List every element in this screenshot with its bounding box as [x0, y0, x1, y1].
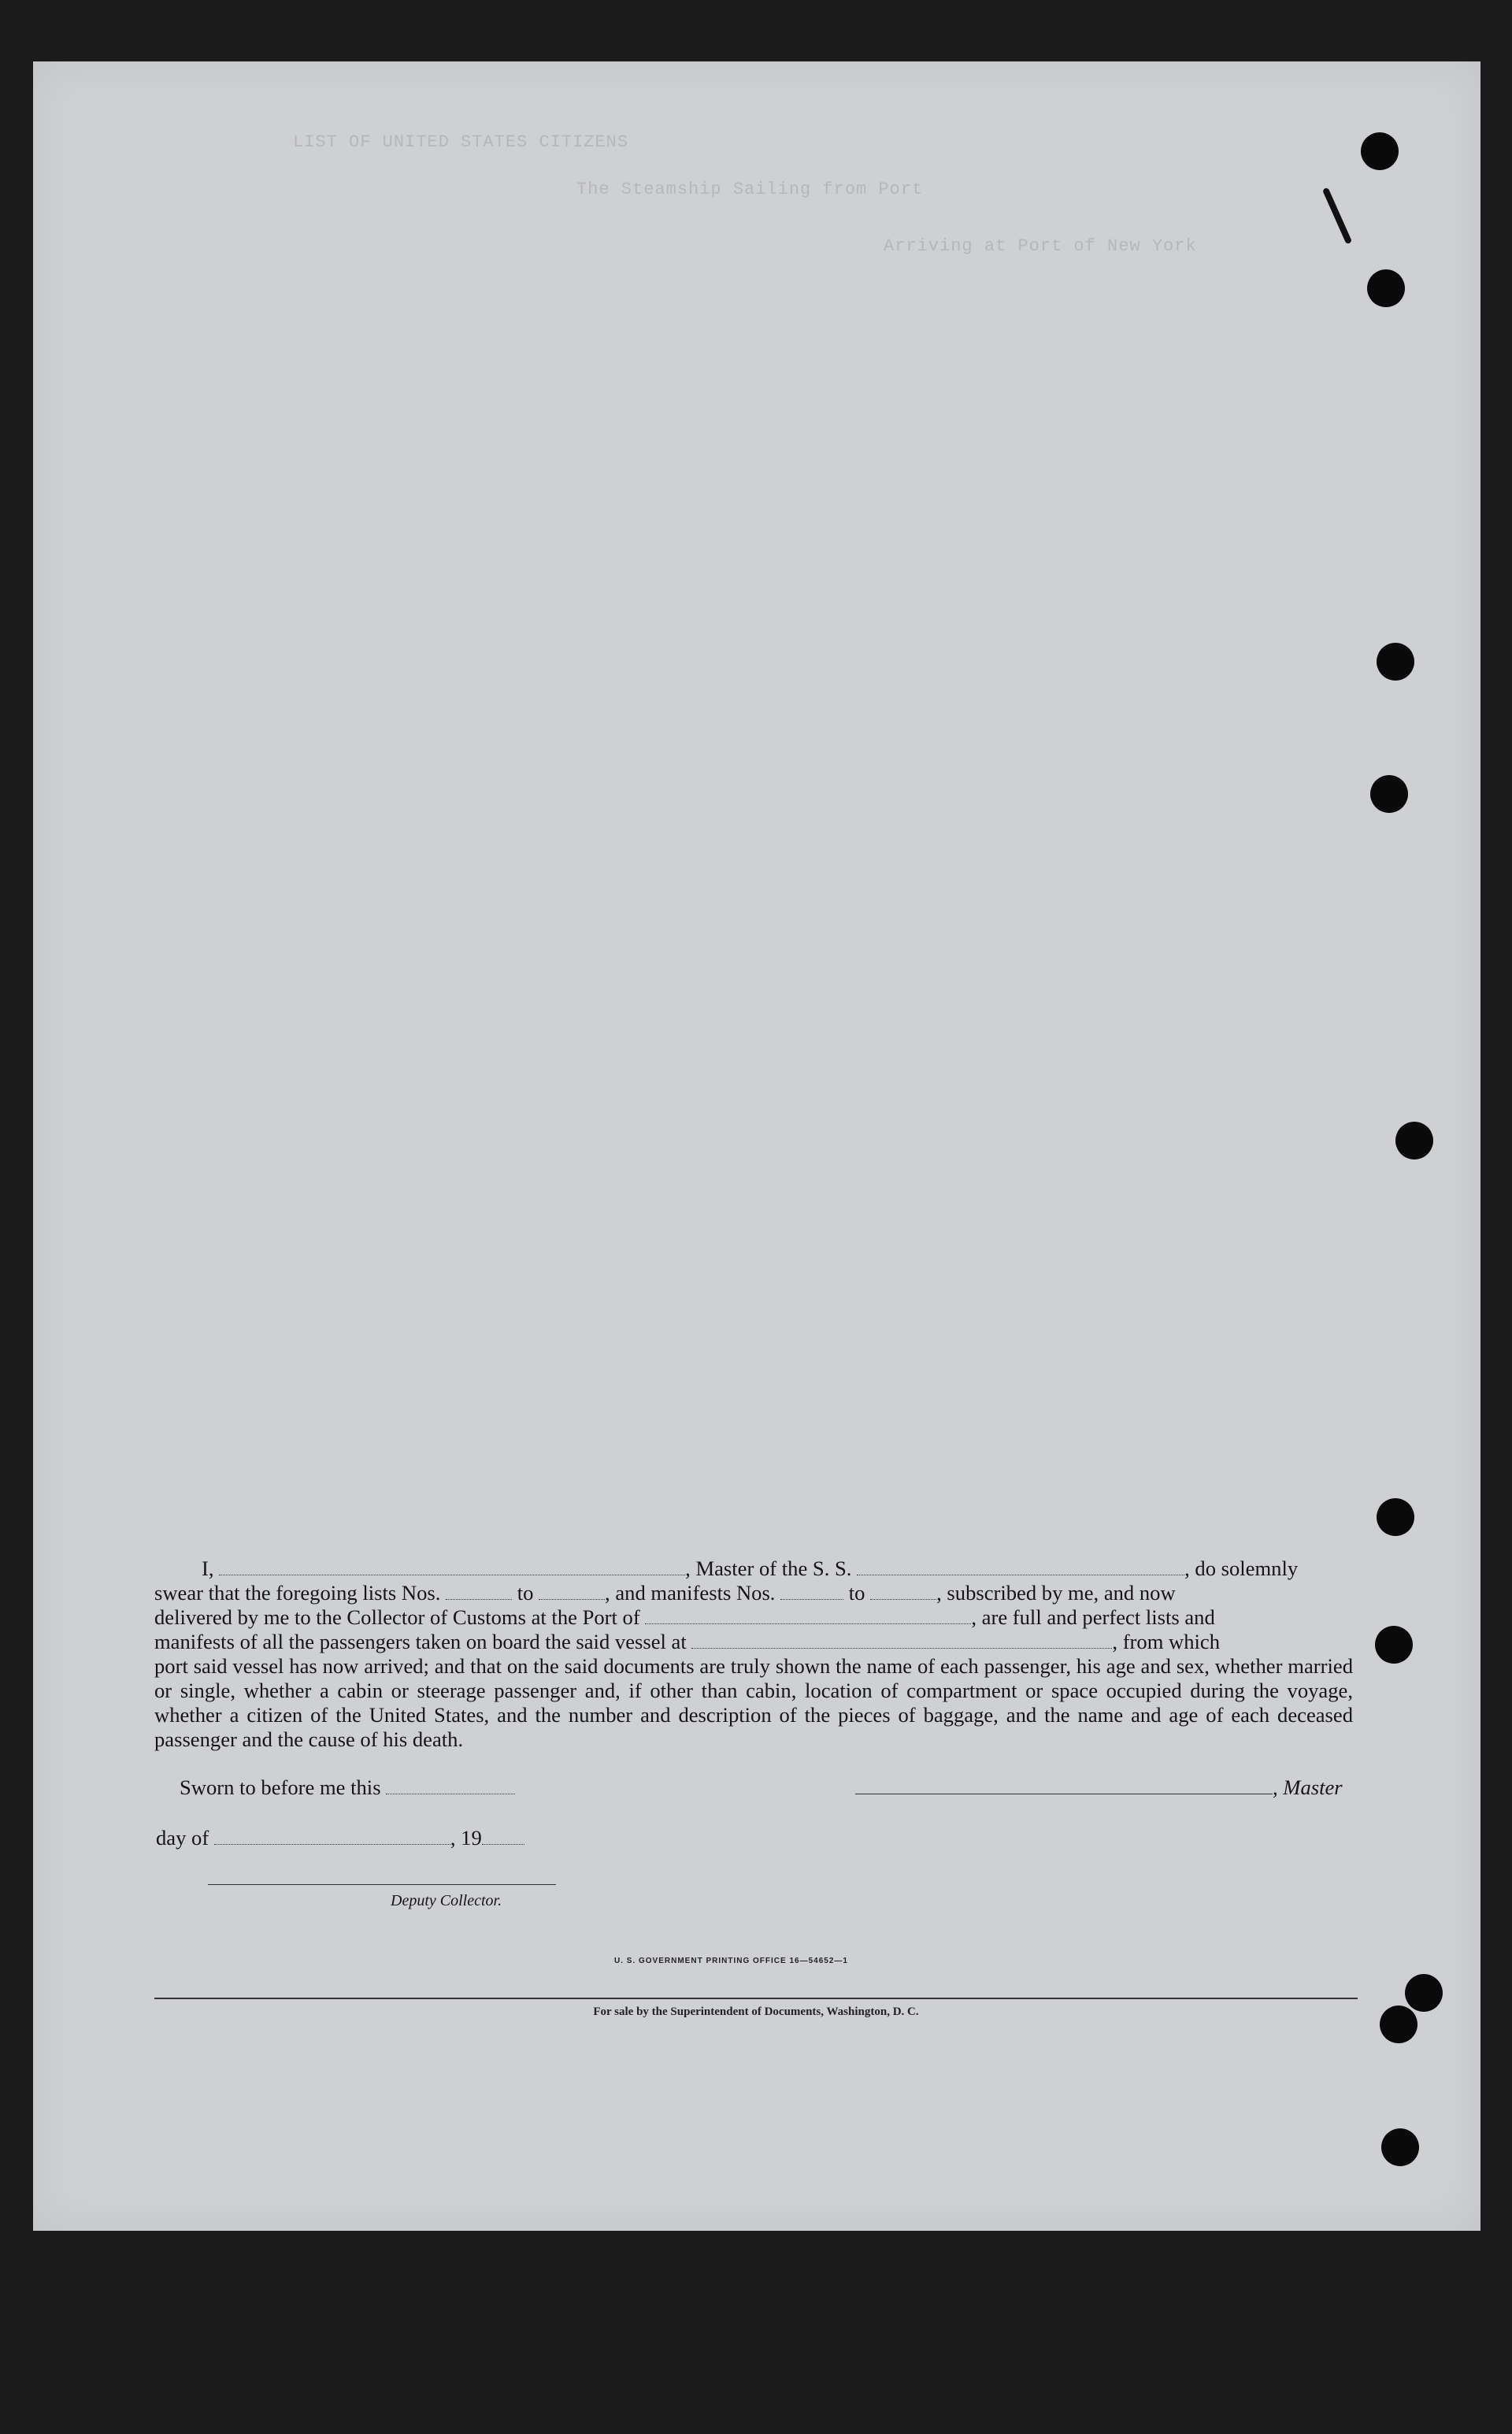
deputy-signature-line[interactable]: [208, 1884, 556, 1885]
lists-to-blank[interactable]: [539, 1588, 605, 1600]
oath-line2-b: , and manifests Nos.: [605, 1581, 776, 1605]
oath-line2-a: swear that the foregoing lists Nos.: [154, 1581, 441, 1605]
day-of-label: day of: [156, 1826, 209, 1850]
manifests-from-blank[interactable]: [780, 1588, 843, 1600]
master-signature-row: [855, 1775, 1343, 1800]
year-blank[interactable]: [482, 1833, 524, 1845]
bleed-through-text: The Steamship Sailing from Port: [576, 180, 924, 199]
deputy-collector-label: Deputy Collector.: [391, 1892, 502, 1909]
master-label: , Master: [1273, 1775, 1343, 1799]
bleed-through-text: LIST OF UNITED STATES CITIZENS: [293, 132, 629, 152]
port-blank[interactable]: [645, 1612, 971, 1624]
oath-line2-to2: to: [848, 1581, 865, 1605]
departure-port-blank[interactable]: [691, 1637, 1112, 1649]
sworn-row: [180, 1775, 515, 1800]
punch-hole: [1361, 132, 1399, 170]
month-blank[interactable]: [214, 1833, 450, 1845]
printing-office-imprint: U. S. GOVERNMENT PRINTING OFFICE 16—54652—1: [614, 1957, 848, 1965]
punch-hole: [1377, 643, 1414, 681]
manifests-to-blank[interactable]: [870, 1588, 936, 1600]
oath-line2-to: to: [517, 1581, 534, 1605]
punch-hole: [1395, 1122, 1433, 1159]
punch-hole: [1381, 2128, 1419, 2166]
oath-line1-start: I,: [202, 1556, 214, 1580]
master-signature-line[interactable]: [855, 1783, 1273, 1794]
master-oath-paragraph: [154, 1556, 1353, 1752]
sworn-day-blank[interactable]: [386, 1783, 515, 1794]
punch-hole: [1370, 775, 1408, 813]
year-label: , 19: [450, 1826, 482, 1850]
footer-text: For sale by the Superintendent of Documents, Washington, D. C.: [593, 2005, 919, 2018]
oath-line4-end: , from which: [1112, 1630, 1221, 1653]
punch-hole: [1375, 1626, 1413, 1664]
oath-line1-master: , Master of the S. S.: [685, 1556, 852, 1580]
lists-from-blank[interactable]: [446, 1588, 512, 1600]
scratch-mark: [1322, 187, 1352, 245]
punch-hole: [1377, 1498, 1414, 1536]
oath-line4-a: manifests of all the passengers taken on board the said vessel at: [154, 1630, 687, 1653]
punch-hole: [1367, 269, 1405, 307]
sworn-label: Sworn to before me this: [180, 1775, 381, 1799]
date-row: [156, 1826, 524, 1850]
vessel-name-blank[interactable]: [857, 1564, 1184, 1575]
oath-line3-a: delivered by me to the Collector of Customs at the Port of: [154, 1605, 640, 1629]
master-name-blank[interactable]: [219, 1564, 685, 1575]
oath-line2-end: , subscribed by me, and now: [936, 1581, 1176, 1605]
oath-line1-end: , do solemnly: [1184, 1556, 1299, 1580]
oath-line3-end: , are full and perfect lists and: [971, 1605, 1215, 1629]
document-page: [33, 61, 1480, 2231]
footer-rule: [154, 1998, 1358, 1999]
bleed-through-text: Arriving at Port of New York: [884, 236, 1197, 256]
oath-body: port said vessel has now arrived; and that on the said documents are truly shown the name of each passenger, his age and sex, whether married or single, whether a cabin or steerage passenger and, if other than cabin, location of compartment or space occupied during the voyage, whether a citizen of the United States, and the number and description of the pieces of baggage, and the name and age of each deceased passenger and the cause of his death.: [154, 1654, 1353, 1751]
